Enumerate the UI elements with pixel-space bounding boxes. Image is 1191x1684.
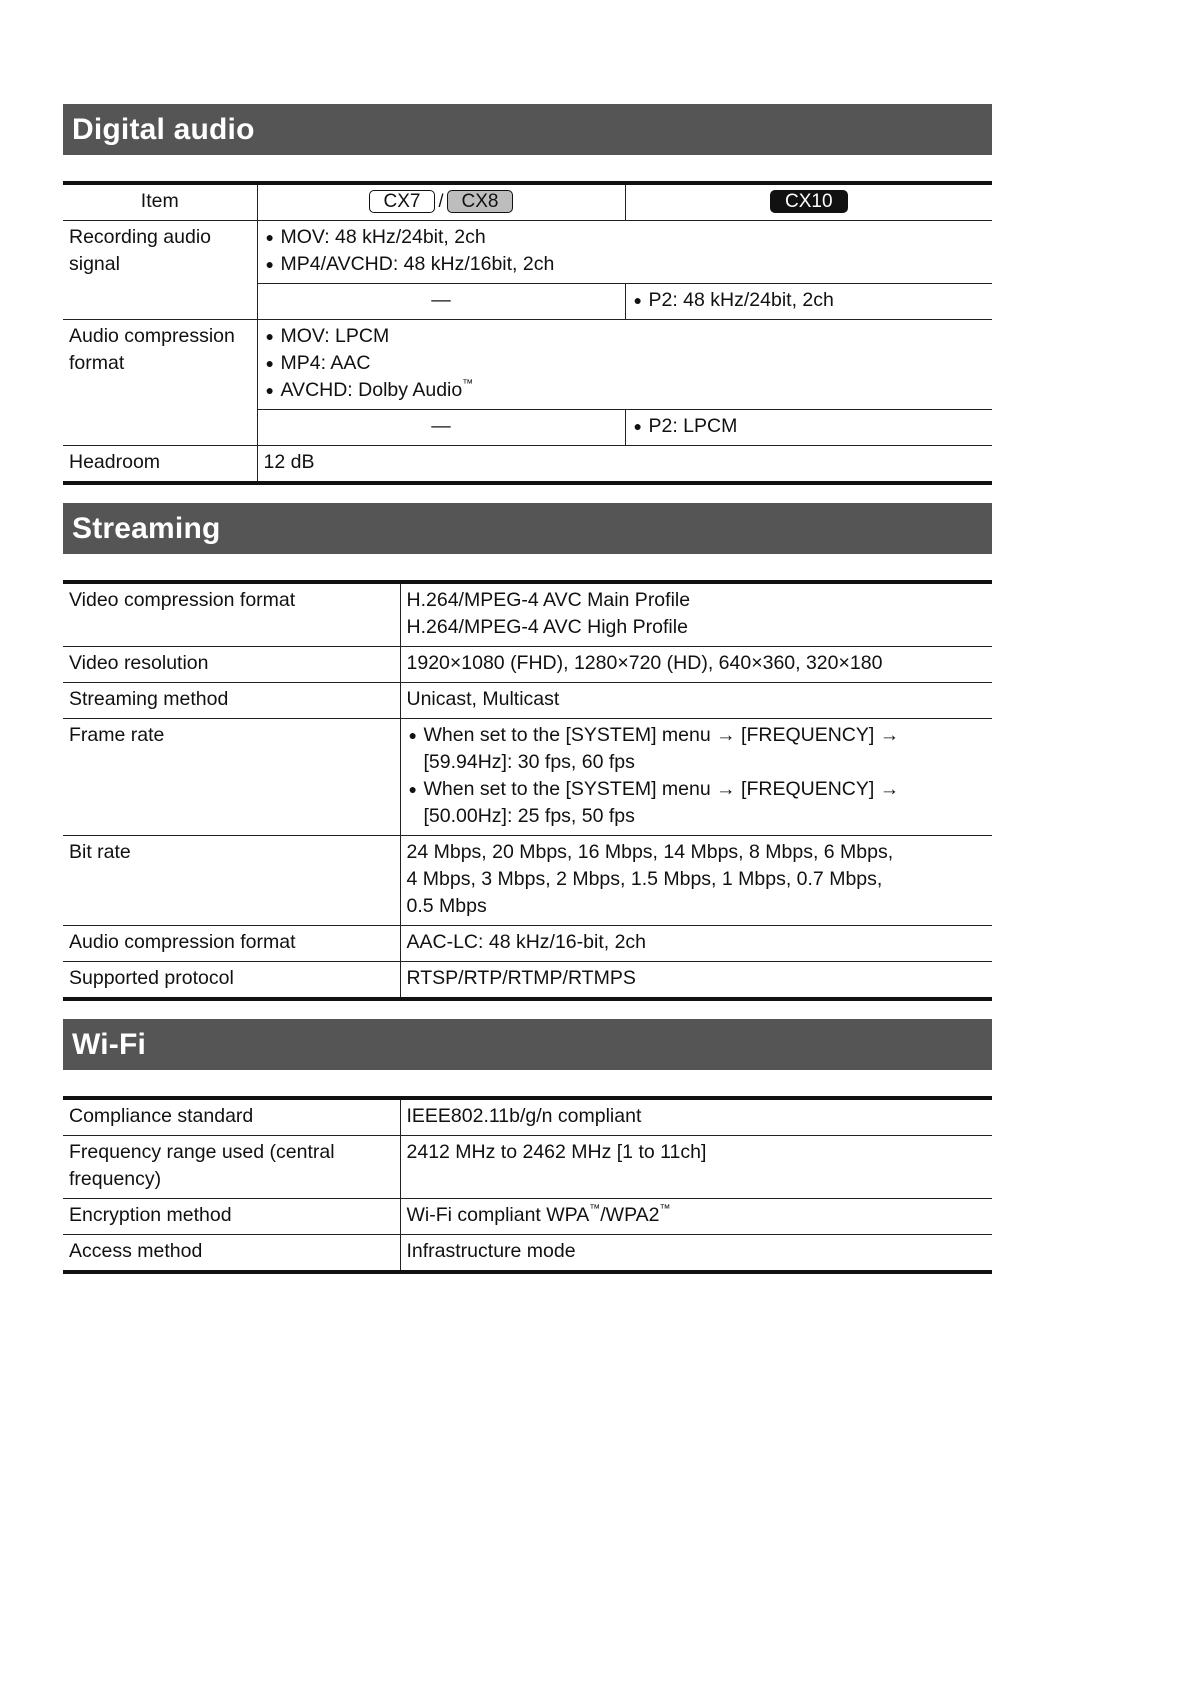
bullet-icon: ●: [408, 727, 417, 743]
row-value: Infrastructure mode: [400, 1235, 992, 1273]
bullet-icon: ●: [633, 418, 642, 434]
row-label: Bit rate: [63, 836, 400, 926]
bullet-item: ● MP4: AAC: [264, 350, 987, 377]
bullet-icon: ●: [265, 355, 274, 371]
bullet-icon: ●: [265, 328, 274, 344]
table-row: [63, 836, 992, 926]
row-value: 1920×1080 (FHD), 1280×720 (HD), 640×360, 320×180: [400, 647, 992, 683]
bullet-item: ● P2: 48 kHz/24bit, 2ch: [632, 287, 987, 314]
bullet-item: ● MOV: 48 kHz/24bit, 2ch: [264, 224, 987, 251]
row-label: Encryption method: [63, 1199, 400, 1235]
bullet-item: ● MOV: LPCM: [264, 323, 987, 350]
row-value: [257, 221, 992, 284]
row-label: Audio compression format: [63, 926, 400, 962]
table-row: [63, 320, 992, 410]
table-row: [63, 221, 992, 284]
row-value-dash: —: [257, 284, 625, 320]
bullet-icon: ●: [408, 781, 417, 797]
bullet-icon: ●: [265, 382, 274, 398]
table-row: [63, 1136, 992, 1199]
row-label: Access method: [63, 1235, 400, 1273]
model-badge-cx10: CX10: [770, 190, 848, 213]
table-row: [63, 582, 992, 647]
table-row: [63, 1235, 992, 1273]
row-value: 24 Mbps, 20 Mbps, 16 Mbps, 14 Mbps, 8 Mbps, 6 Mbps, 4 Mbps, 3 Mbps, 2 Mbps, 1.5 Mbps, 1 Mbps, 0.7 Mbps, 0.5 Mbps: [400, 836, 992, 926]
table-row: [63, 926, 992, 962]
table-row: [63, 446, 992, 484]
digital-audio-table: [63, 181, 992, 485]
row-label: Supported protocol: [63, 962, 400, 1000]
table-row: [63, 1098, 992, 1136]
table-row: [63, 647, 992, 683]
trademark-mark: ™: [589, 1203, 601, 1215]
trademark-mark: ™: [659, 1203, 671, 1215]
row-value: H.264/MPEG-4 AVC Main Profile H.264/MPEG-4 AVC High Profile: [406, 589, 691, 638]
section-title-digital-audio: Digital audio: [63, 104, 992, 155]
section-title-streaming: Streaming: [63, 503, 992, 554]
table-row: [63, 962, 992, 1000]
row-label: Compliance standard: [63, 1098, 400, 1136]
table-row: [63, 683, 992, 719]
table-row: [63, 183, 992, 221]
row-label: Frame rate: [63, 719, 400, 836]
trademark-mark: ™: [462, 378, 474, 390]
row-label: Frequency range used (central frequency): [63, 1136, 400, 1199]
bullet-icon: ●: [633, 292, 642, 308]
row-value-cx10: [625, 284, 992, 320]
bullet-icon: ●: [265, 256, 274, 272]
bullet-item: ● AVCHD: Dolby Audio™: [264, 377, 987, 404]
model-badge-cx8: CX8: [447, 190, 514, 213]
row-label: Video compression format: [63, 582, 400, 647]
bullet-icon: ●: [265, 229, 274, 245]
row-label: Streaming method: [63, 683, 400, 719]
wifi-table: [63, 1096, 992, 1274]
model-badge-cx7: CX7: [369, 190, 436, 213]
row-label: Recording audio signal: [63, 221, 257, 320]
row-label: Headroom: [63, 446, 257, 484]
row-value: [257, 320, 992, 410]
header-cx10: [625, 183, 992, 221]
row-value: Wi-Fi compliant WPA™/WPA2™: [400, 1199, 992, 1235]
row-value: 2412 MHz to 2462 MHz [1 to 11ch]: [400, 1136, 992, 1199]
row-value-dash: —: [257, 410, 625, 446]
row-value-cx10: [625, 410, 992, 446]
bullet-item: ● P2: LPCM: [632, 413, 987, 440]
spec-page: [63, 104, 992, 1274]
row-label: Video resolution: [63, 647, 400, 683]
row-value: 12 dB: [257, 446, 992, 484]
model-separator: /: [438, 191, 444, 211]
header-cx7-cx8: [257, 183, 625, 221]
bullet-item: ● MP4/AVCHD: 48 kHz/16bit, 2ch: [264, 251, 987, 278]
table-row: [63, 719, 992, 836]
table-row: [63, 1199, 992, 1235]
row-value: AAC-LC: 48 kHz/16-bit, 2ch: [400, 926, 992, 962]
row-value: ● When set to the [SYSTEM] menu → [FREQUENCY] → [59.94Hz]: 30 fps, 60 fps ● When set to the [SYSTEM] menu → [FREQUENCY] → [50.00Hz]: 25 fps, 50 fps: [400, 719, 992, 836]
row-label: Audio compression format: [63, 320, 257, 446]
row-value: IEEE802.11b/g/n compliant: [406, 1105, 642, 1127]
bullet-item: ● When set to the [SYSTEM] menu → [FREQUENCY] →: [407, 776, 987, 803]
streaming-table: [63, 580, 992, 1001]
header-item: Item: [63, 183, 257, 221]
bullet-item: ● When set to the [SYSTEM] menu → [FREQUENCY] →: [407, 722, 987, 749]
row-value: Unicast, Multicast: [400, 683, 992, 719]
section-title-wifi: Wi-Fi: [63, 1019, 992, 1070]
row-value: RTSP/RTP/RTMP/RTMPS: [400, 962, 992, 1000]
